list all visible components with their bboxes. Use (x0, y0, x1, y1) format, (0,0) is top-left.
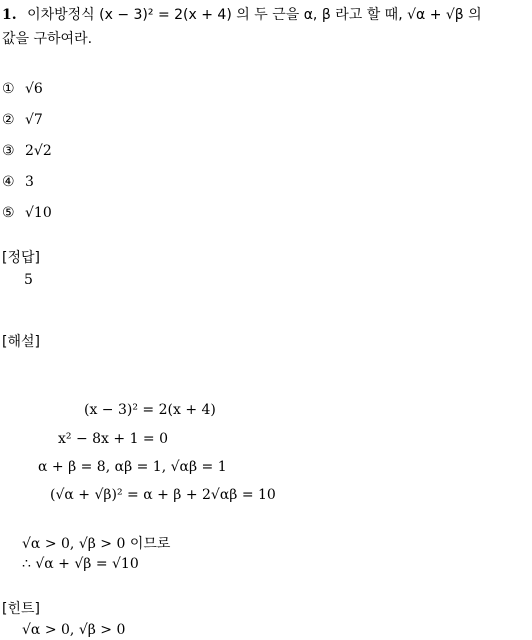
question-line-2: 값을 구하여라. (2, 31, 93, 47)
option-1[interactable]: ① √6 (2, 81, 43, 97)
solution-line-2: x² − 8x + 1 = 0 (58, 431, 169, 447)
option-2[interactable]: ② √7 (2, 112, 43, 128)
answer-label: [정답] (2, 250, 40, 266)
solution-line-1: (x − 3)² = 2(x + 4) (84, 402, 216, 418)
option-4[interactable]: ④ 3 (2, 174, 34, 190)
option-1-text: √6 (25, 81, 43, 97)
option-5[interactable]: ⑤ √10 (2, 205, 52, 221)
solution-condition: √α > 0, √β > 0 이므로 (22, 536, 171, 552)
solution-line-3: α + β = 8, αβ = 1, √αβ = 1 (38, 459, 227, 475)
answer-value: 5 (24, 272, 33, 288)
option-4-text: 3 (25, 174, 34, 190)
option-2-text: √7 (25, 112, 43, 128)
option-3[interactable]: ③ 2√2 (2, 143, 52, 159)
hint-label: [힌트] (2, 601, 40, 617)
question-number: 1. (2, 7, 17, 23)
hint-text: √α > 0, √β > 0 (22, 622, 126, 638)
option-5-text: √10 (25, 205, 52, 221)
solution-line-4: (√α + √β)² = α + β + 2√αβ = 10 (50, 487, 276, 503)
solution-label: [해설] (2, 334, 40, 350)
question-line-1 (2, 4, 482, 24)
question-text: 이차방정식 (x − 3)² = 2(x + 4) 의 두 근을 α, β 라고 할 때, √α + √β 의 (27, 7, 482, 23)
option-3-text: 2√2 (25, 143, 52, 159)
solution-conclusion: ∴ √α + √β = √10 (22, 556, 139, 572)
